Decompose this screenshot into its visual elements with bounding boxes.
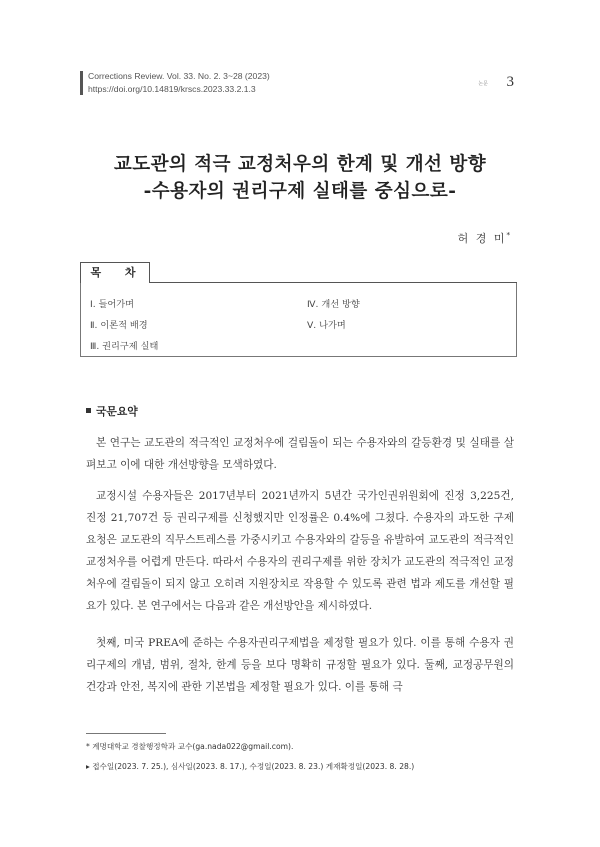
toc-item: Ⅲ. 권리구제 실태: [90, 341, 159, 352]
table-of-contents: [80, 262, 517, 357]
abstract-paragraph: [86, 632, 514, 698]
footnote-rule: [86, 733, 166, 734]
paragraph-text: 본 연구는 교도관의 적극적인 교정처우에 걸림돌이 되는 수용자와의 갈등환경 및 실태를 살펴보고 이에 대한 개선방향을 모색하였다.: [86, 437, 514, 471]
author: [458, 230, 510, 246]
paragraph-text: 첫째, 미국 PREA에 준하는 수용자권리구제법을 제정할 필요가 있다. 이를 통해 수용자 권리구제의 개념, 범위, 절차, 한계 등을 보다 명확히 규정할 필요가 있다. 둘째, 교정공무원의 건강과 안전, 복지에 관한 기본법을 제정할 필요가 있다. 이를 통해 극: [86, 637, 514, 693]
doi-link[interactable]: https://doi.org/10.14819/krscs.2023.33.2.1.3: [88, 84, 256, 94]
header-text: [88, 70, 270, 96]
page-mark: 논문: [478, 81, 488, 87]
footnote-author: * 계명대학교 경찰행정학과 교수(ga.nada022@gmail.com).: [86, 742, 294, 751]
toc-item: Ⅴ. 나가며: [307, 320, 346, 331]
paper-subtitle: -수용자의 권리구제 실태를 중심으로-: [143, 181, 457, 202]
journal-citation: Corrections Review. Vol. 33. No. 2. 3~28 (2023): [88, 71, 270, 81]
toc-divider: [150, 282, 517, 283]
header-bar: [80, 71, 83, 95]
running-header: [80, 70, 520, 96]
abstract-heading: [86, 404, 138, 419]
abstract-paragraph: [86, 485, 514, 617]
footnote-dates: ▸ 접수일(2023. 7. 25.), 심사일(2023. 8. 17.), 수정일(2023. 8. 23.) 게재확정일(2023. 8. 28.): [86, 762, 415, 771]
abstract-heading-text: 국문요약: [96, 405, 138, 418]
toc-item: Ⅰ. 들어가며: [90, 299, 135, 310]
abstract-paragraph: [86, 432, 514, 476]
toc-item: Ⅳ. 개선 방향: [307, 299, 360, 310]
toc-label: 목 차: [80, 262, 150, 283]
page-number: 3: [506, 74, 514, 90]
author-name: 허 경 미: [457, 232, 507, 245]
toc-item: Ⅱ. 이론적 배경: [90, 320, 148, 331]
square-bullet-icon: [86, 408, 91, 413]
paragraph-text: 교정시설 수용자들은 2017년부터 2021년까지 5년간 국가인권위원회에 진정 3,225건, 진정 21,707건 등 권리구제를 신청했지만 인정률은 0.4%에 그쳤다. 수용자의 과도한 구제요청은 교도관의 직무스트레스를 가중시키고 수용자와의 갈등을 유발하여 교도관의 적극적인 교정처우를 어렵게 만든다. 따라서 수용자의 권리구제를 위한 장치가 교도관의 적극적인 교정처우에 걸림돌이 되지 않고 오히려 지원장치로 작용할 수 있도록 관련 법과 제도를 개선할 필요가 있다. 본 연구에서는 다음과 같은 개선방안을 제시하였다.: [86, 490, 514, 612]
paper-title: 교도관의 적극 교정처우의 한계 및 개선 방향: [113, 154, 487, 175]
author-footnote-mark: *: [506, 231, 510, 240]
